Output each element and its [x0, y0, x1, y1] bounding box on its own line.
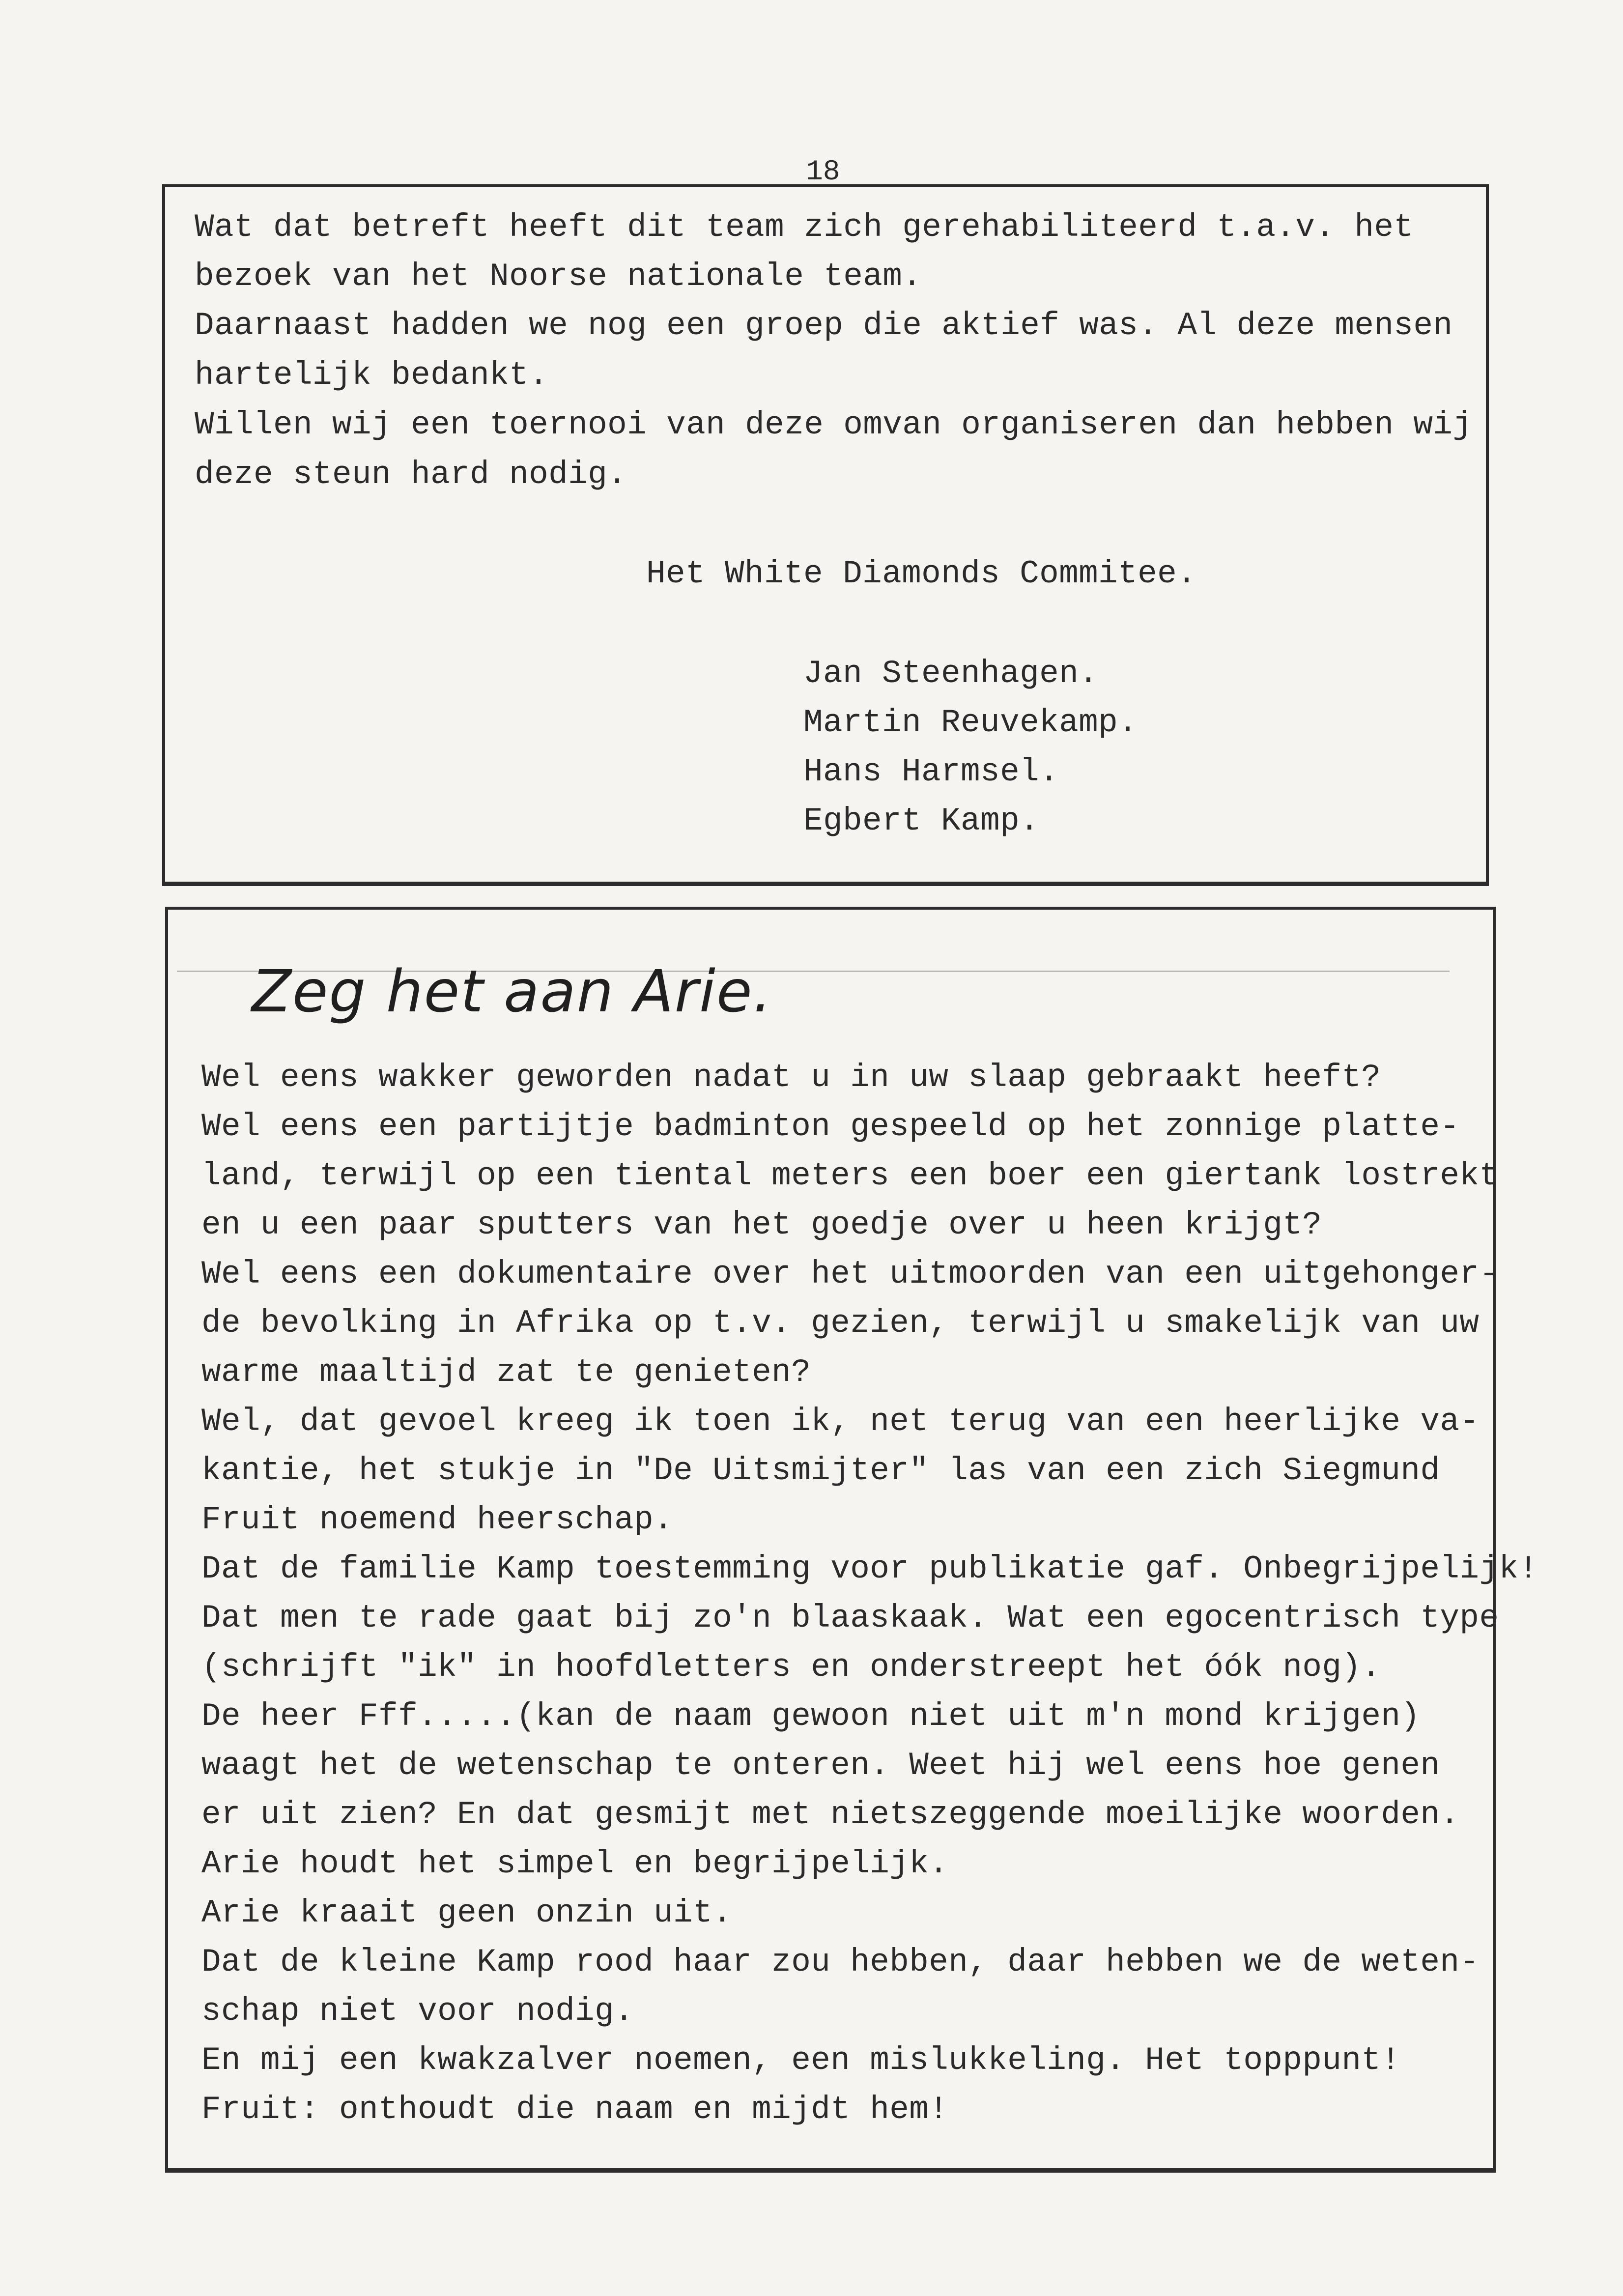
notice-line: hartelijk bedankt.: [195, 357, 549, 394]
notice-line: Daarnaast hadden we nog een groep die aktief was. Al deze mensen: [195, 307, 1453, 344]
column-line: Dat de familie Kamp toestemming voor publikatie gaf. Onbegrijpelijk!: [201, 1550, 1538, 1587]
notice-line: deze steun hard nodig.: [195, 456, 627, 493]
column-line: schap niet voor nodig.: [201, 1993, 634, 2030]
column-line: de bevolking in Afrika op t.v. gezien, terwijl u smakelijk van uw: [201, 1305, 1480, 1342]
column-line: En mij een kwakzalver noemen, een mislukkeling. Het topppunt!: [201, 2042, 1401, 2079]
column-line: er uit zien? En dat gesmijt met nietszeggende moeilijke woorden.: [201, 1796, 1460, 1833]
column-line: kantie, het stukje in "De Uitsmijter" las van een zich Siegmund: [201, 1452, 1440, 1489]
committee-member: Hans Harmsel.: [803, 753, 1059, 790]
notice-line: Wat dat betreft heeft dit team zich gerehabiliteerd t.a.v. het: [195, 209, 1414, 246]
column-headline: Zeg het aan Arie.: [252, 957, 773, 1025]
column-line: warme maaltijd zat te genieten?: [201, 1354, 811, 1391]
column-line: Fruit noemend heerschap.: [201, 1501, 674, 1538]
column-line: Wel, dat gevoel kreeg ik toen ik, net terug van een heerlijke va-: [201, 1403, 1480, 1440]
page-number: 18: [806, 156, 840, 188]
column-line: (schrijft "ik" in hoofdletters en onderstreept het óók nog).: [201, 1649, 1381, 1686]
column-line: Wel eens een dokumentaire over het uitmoorden van een uitgehonger-: [201, 1256, 1499, 1292]
committee-member: Egbert Kamp.: [803, 803, 1040, 839]
notice-line: Willen wij een toernooi van deze omvan organiseren dan hebben wij: [195, 406, 1473, 443]
committee-member: Jan Steenhagen.: [803, 655, 1099, 692]
column-line: Arie kraait geen onzin uit.: [201, 1894, 733, 1931]
column-line: Wel eens een partijtje badminton gespeeld op het zonnige platte-: [201, 1108, 1460, 1145]
column-line: Fruit: onthoudt die naam en mijdt hem!: [201, 2091, 949, 2128]
column-line: De heer Fff.....(kan de naam gewoon niet uit m'n mond krijgen): [201, 1698, 1421, 1735]
column-line: waagt het de wetenschap te onteren. Weet hij wel eens hoe genen: [201, 1747, 1440, 1784]
arie-column-box: [165, 907, 1496, 2173]
notice-line: bezoek van het Noorse nationale team.: [195, 258, 922, 295]
column-line: land, terwijl op een tiental meters een boer een giertank lostrekt: [201, 1157, 1499, 1194]
column-line: Dat de kleine Kamp rood haar zou hebben, daar hebben we de weten-: [201, 1944, 1480, 1980]
column-line: Arie houdt het simpel en begrijpelijk.: [201, 1845, 949, 1882]
column-line: Dat men te rade gaat bij zo'n blaaskaak. Wat een egocentrisch type: [201, 1600, 1499, 1636]
committee-member: Martin Reuvekamp.: [803, 704, 1138, 741]
committee-name: Het White Diamonds Commitee.: [646, 555, 1197, 592]
column-line: Wel eens wakker geworden nadat u in uw slaap gebraakt heeft?: [201, 1059, 1381, 1096]
column-line: en u een paar sputters van het goedje over u heen krijgt?: [201, 1206, 1322, 1243]
